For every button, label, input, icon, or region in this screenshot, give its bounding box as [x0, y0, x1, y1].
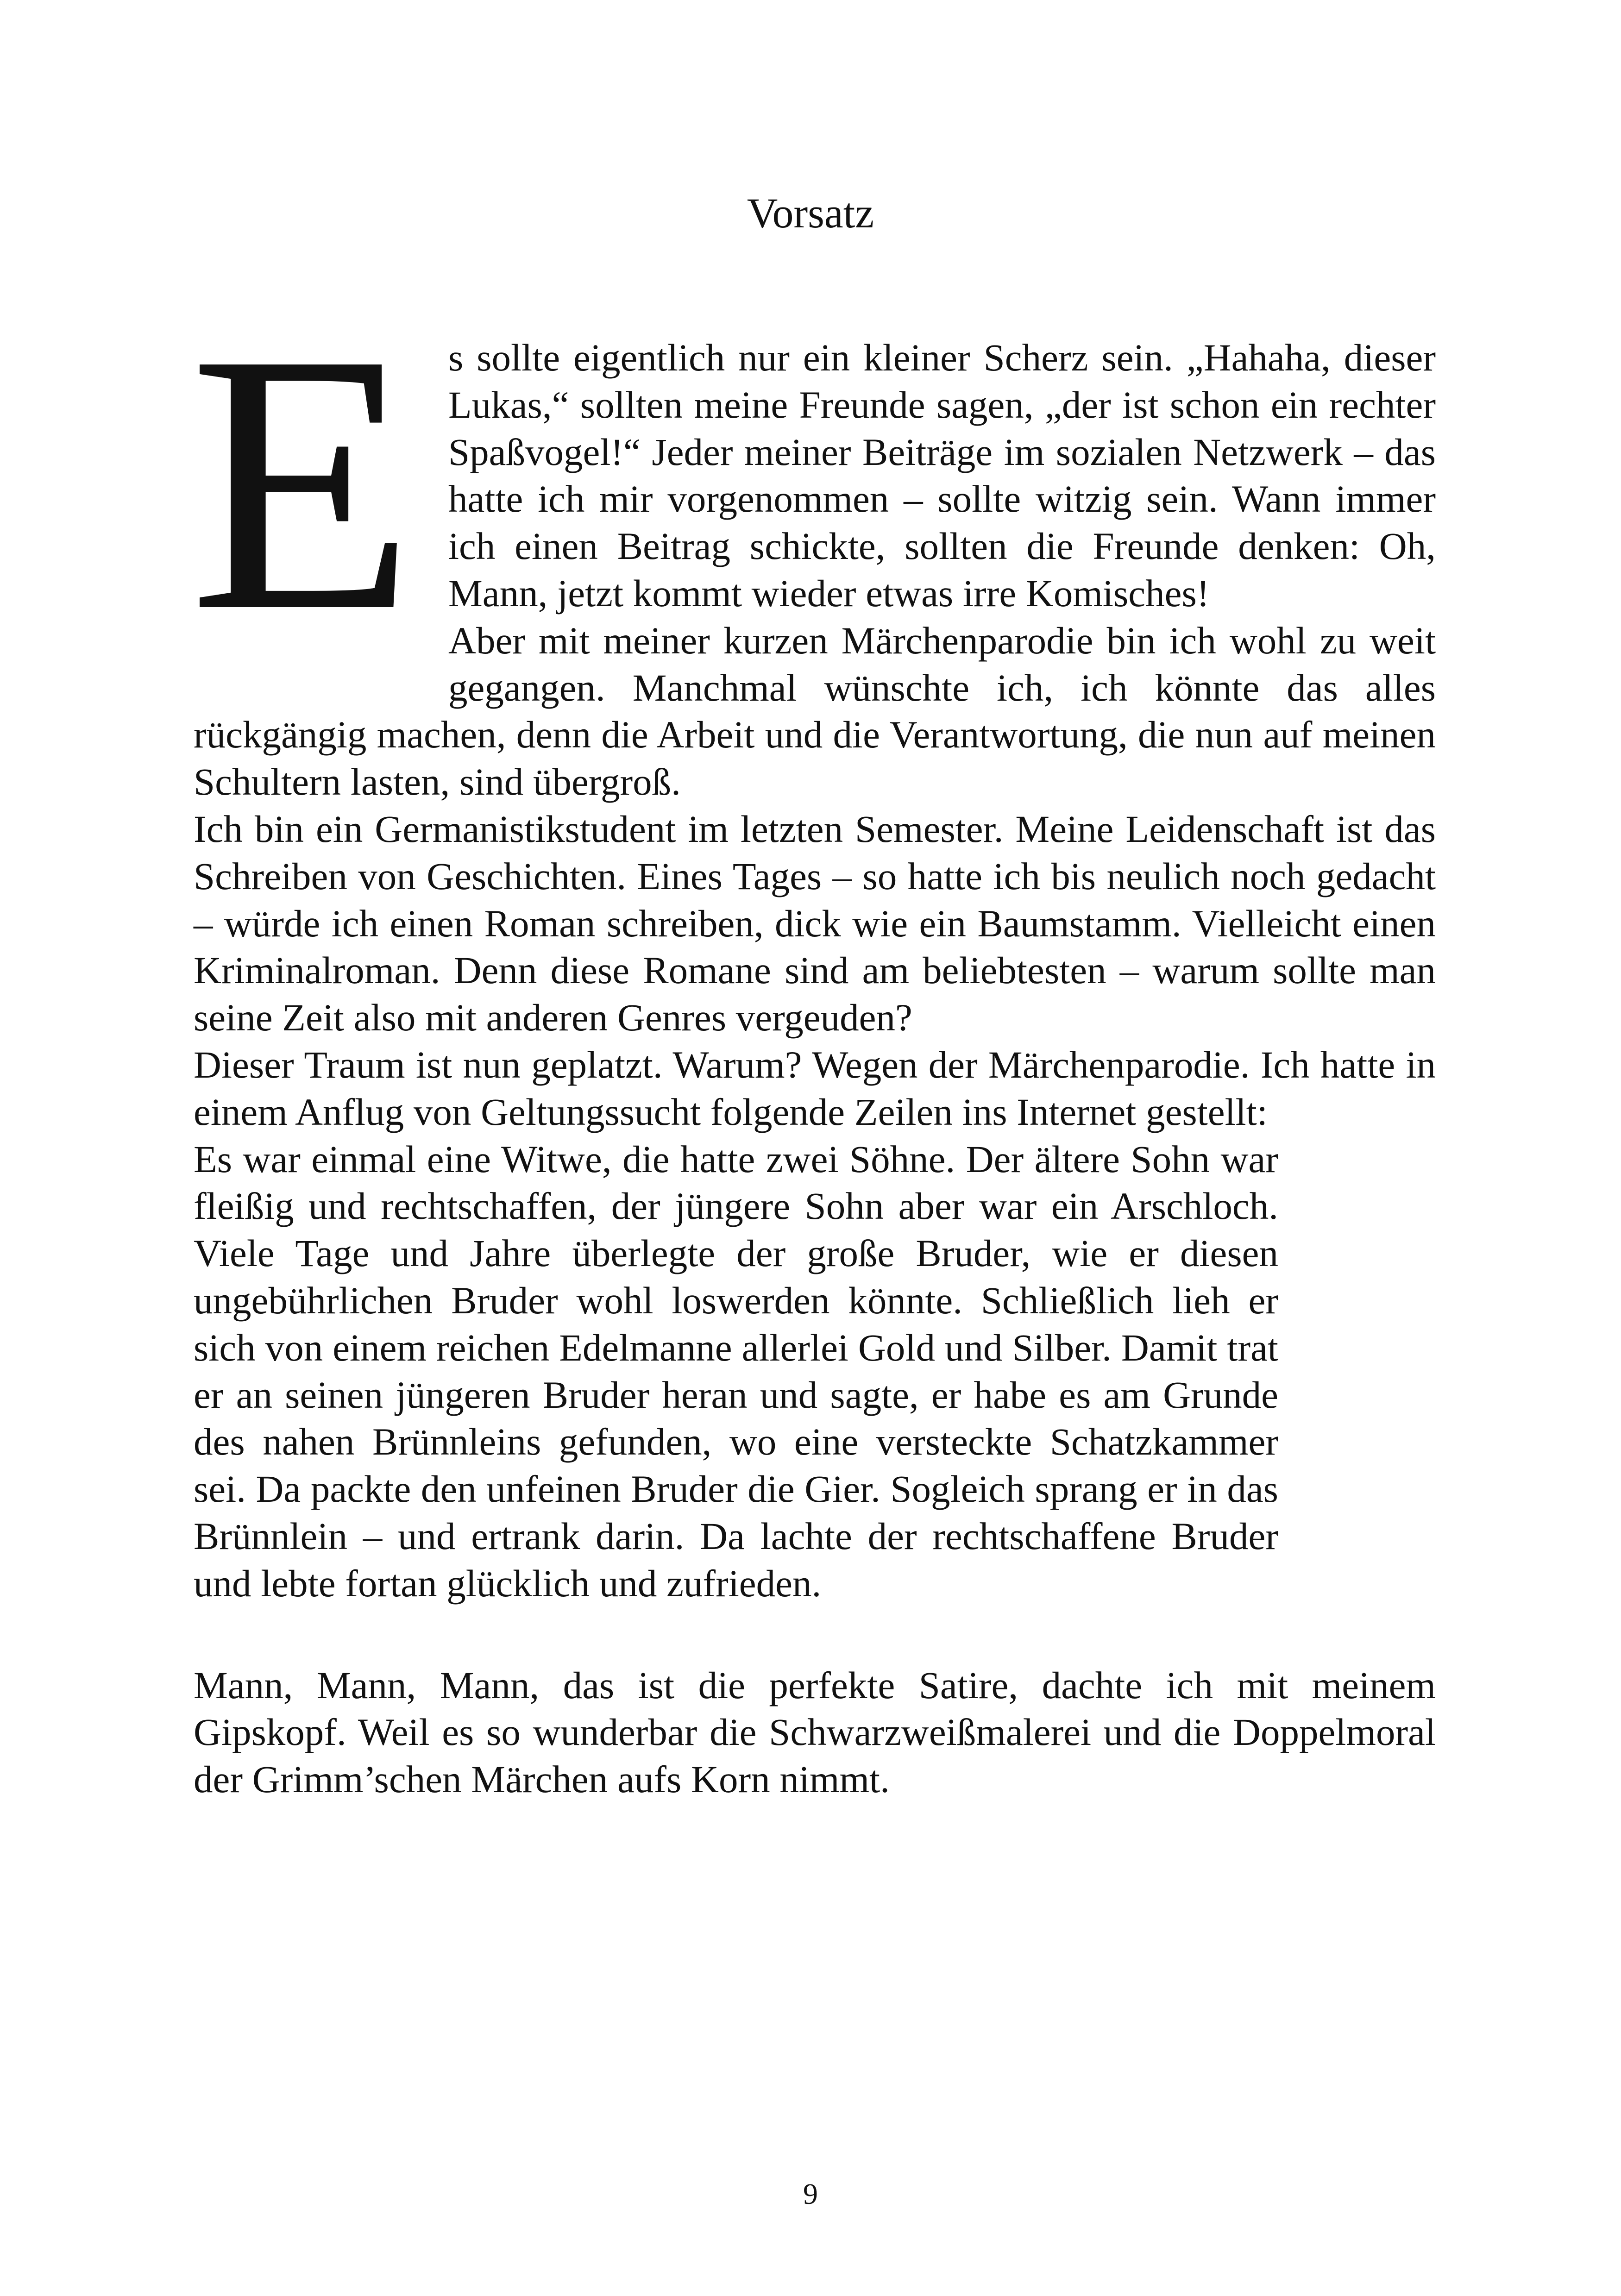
chapter-title: Vorsatz	[747, 189, 874, 237]
paragraph-3: Ich bin ein Germanistikstudent im letzten Semester. Meine Leidenschaft ist das Schreiben von Geschichten. Eines Tages – so hatte ich bis neulich noch gedacht – würde ich einen Roman schreiben, dick wie ein Baumstamm. Vielleicht einen Kriminalroman. Denn diese Romane sind am beliebtesten – warum sollte man seine Zeit also mit anderen Genres vergeuden?	[194, 807, 1436, 1039]
block-quote: Es war einmal eine Witwe, die hatte zwei Söhne. Der ältere Sohn war fleißig und rechtschaffen, der jüngere Sohn aber war ein Arschloch. Viele Tage und Jahre überlegte der große Bruder, wie er diesen ungebührlichen Bruder wohl loswerden könnte. Schließlich lieh er sich von einem reichen Edelmanne allerlei Gold und Silber. Damit trat er an seinen jüngeren Bruder heran und sagte, er habe es am Grunde des nahen Brünnleins gefunden, wo eine versteckte Schatzkammer sei. Da packte den unfeinen Bruder die Gier. Sogleich sprang er in das Brünnlein – und ertrank darin. Da lachte der rechtschaffene Bruder und lebte fortan glücklich und zufrieden.	[194, 1137, 1278, 1605]
page-number: 9	[803, 2177, 818, 2210]
paragraph-4: Dieser Traum ist nun geplatzt. Warum? Wegen der Märchenparodie. Ich hatte in einem Anflug von Geltungssucht folgende Zeilen ins Internet gestellt:	[194, 1043, 1436, 1133]
paragraph-1: s sollte eigentlich nur ein kleiner Scherz sein. „Hahaha, dieser Lukas,“ sollten meine Freunde sagen, „der ist schon ein rechter Spaßvogel!“ Jeder meiner Beiträge im sozialen Netzwerk – das hatte ich mir vorgenommen – sollte witzig sein. Wann immer ich einen Beitrag schickte, sollten die Freunde denken: Oh, Mann, jetzt kommt wieder etwas irre Komisches!	[448, 336, 1436, 615]
paragraph-2: Aber mit meiner kurzen Märchenparodie bin ich wohl zu weit gegangen. Manchmal wünschte ich, ich könnte das alles rückgängig machen, denn die Arbeit und die Verantwortung, die nun auf meinen Schultern lasten, sind übergroß.	[194, 619, 1436, 803]
drop-cap-letter: E	[189, 277, 415, 688]
body-text	[189, 277, 1436, 1803]
closing-paragraph: Mann, Mann, Mann, das ist die perfekte Satire, dachte ich mit meinem Gipskopf. Weil es so wunderbar die Schwarzweißmalerei und die Doppelmoral der Grimm’schen Märchen aufs Korn nimmt.	[194, 1663, 1436, 1801]
